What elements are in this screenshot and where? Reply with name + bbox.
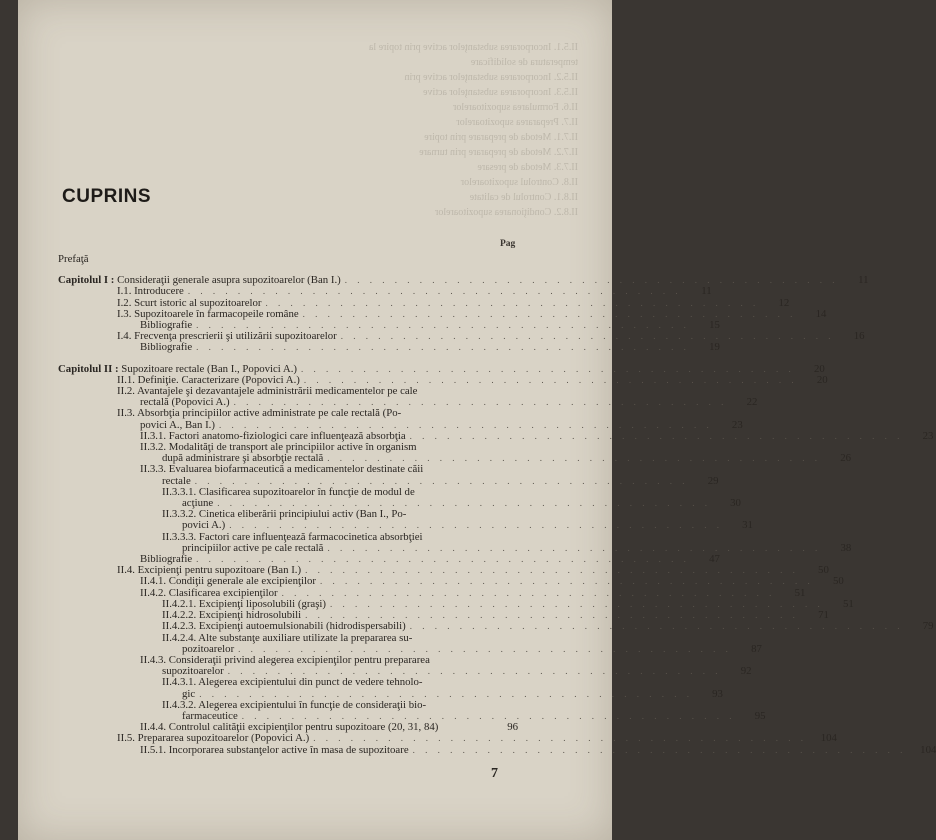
dot-leader: . . . . . . . . . . . . . . . . . . . . . . . . . . . . . . . . . . . . . . . . — [196, 554, 690, 565]
toc-entry-title: II.4.2. Clasificarea excipienţilor — [140, 586, 278, 599]
toc-entry — [58, 743, 936, 756]
toc-entry-text — [58, 254, 89, 265]
toc-entry-title: II.4.2.4. Alte substanţe auxiliare utilizate la prepararea su- — [162, 631, 413, 644]
toc-page-number: 51 — [794, 586, 806, 599]
toc-page-number: 14 — [815, 307, 827, 320]
toc-entry-title: supozitoarelor — [162, 665, 224, 678]
toc-page-number: 47 — [709, 553, 720, 566]
page-column-header: Pag — [500, 239, 516, 249]
toc-page-number: 23 — [922, 429, 934, 442]
show-through-line: II.8. Controlul supozitoarelor — [460, 177, 578, 188]
toc-entry-title: II.4.1. Condiţii generale ale excipienţilor — [140, 575, 316, 588]
toc-page-number: 92 — [740, 665, 752, 678]
show-through-line: II.5.1. Incorporarea substanţelor active prin topire la — [368, 42, 578, 53]
show-through-line: II.7.2. Metoda de preparare prin turnare — [419, 147, 578, 158]
toc-entry — [58, 254, 518, 265]
toc-page-number: 71 — [818, 609, 829, 622]
toc-entry — [58, 464, 518, 475]
show-through-line: II.7.3. Metoda de presare — [477, 162, 578, 173]
toc-entry-title: II.2. Avantajele şi dezavantajele administrării medicamentelor pe cale — [117, 385, 418, 398]
toc-entry-text — [182, 543, 323, 554]
page-number: 7 — [491, 766, 498, 781]
dot-leader: . . . . . . . . . . . . . . . . . . . . . . . . . . . . . . . . . . . . . . . . — [241, 710, 736, 721]
dot-leader: . . . . . . . . . . . . . . . . . . . . . . . . . . . . . . . . . . . . . . . . — [409, 621, 904, 632]
toc-entry-text — [58, 275, 341, 286]
toc-entry-title: principiilor active pe cale rectală — [182, 541, 324, 554]
toc-page-number: 50 — [832, 575, 844, 588]
toc-entry-title: II.4.3. Consideraţii privind alegerea excipienţilor pentru prepararea — [140, 653, 430, 666]
book-page — [18, 0, 936, 840]
dot-leader: . . . . . . . . . . . . . . . . . . . . . . . . . . . . . . . . . . . . . . . . — [313, 733, 807, 744]
page-title: CUPRINS — [62, 186, 152, 207]
dot-leader: . . . . . . . . . . . . . . . . . . . . . . . . . . . . . . . . . . . . . . . . — [281, 587, 776, 598]
toc-entry-title: II.4.2.2. Excipienţi hidrosolubili — [162, 609, 302, 622]
dot-leader: . . . . . . . . . . . . . . . . . . . . . . . . . . . . . . . . . . . . . . . . — [344, 275, 839, 286]
toc-entry-title: Consideraţii generale asupra supozitoarelor (Ban I.) — [114, 274, 341, 287]
toc-entry-title: II.4.4. Controlul calităţii excipienţilor pentru supozitoare (20, 31, 84) — [140, 721, 439, 734]
toc-entry-title: II.3. Absorbţia principiilor active administrate pe cale rectală (Po- — [117, 407, 402, 420]
chapter-label: Capitolul II : — [58, 362, 119, 375]
dot-leader: . . . . . . . . . . . . . . . . . . . . . . . . . . . . . . . . . . . . . . . . — [196, 342, 690, 353]
show-through-line: II.8.2. Condiţionarea supozitoarelor — [434, 207, 578, 218]
dot-leader: . . . . . . . . . . . . . . . . . . . . . . . . . . . . . . . . . . . . . . . . — [412, 744, 907, 755]
toc-entry-title: II.4.3.2. Alegerea excipientului în funcţie de consideraţii bio- — [162, 698, 427, 711]
toc-page-number: 22 — [746, 396, 758, 409]
toc-entry-title: II.1. Definiţie. Caracterizare (Popovici A.) — [117, 373, 300, 386]
dot-leader: . . . . . . . . . . . . . . . . . . . . . . . . . . . . . . . . . . . . . . . . — [196, 320, 690, 331]
dot-leader: . . . . . . . . . . . . . . . . . . . . . . . . . . . . . . . . . . . . . . . . — [227, 666, 722, 677]
toc-page-number: 31 — [742, 519, 753, 532]
dot-leader: . . . . . . . . . . . . . . . . . . . . . . . . . . . . . . . . . . . . . . . . — [194, 475, 689, 486]
toc-page-number: 87 — [751, 642, 762, 655]
dot-leader: . . . . . . . . . . . . . . . . . . . . . . . . . . . . . . . . . . . . . . . . — [265, 297, 760, 308]
dot-leader: . . . . . . . . . . . . . . . . . . . . . . . . . . . . . . . . . . . . . . . . — [233, 397, 728, 408]
toc-page-number: 11 — [858, 274, 869, 287]
toc-page-number: 95 — [754, 709, 766, 722]
toc-entry-text — [162, 677, 423, 688]
toc-entry-title: povici A., Ban I.) — [140, 418, 215, 431]
toc-entry-title: II.3.3.3. Factori care influenţează farmacocinetica absorbţiei — [162, 530, 423, 543]
dot-leader: . . . . . . . . . . . . . . . . . . . . . . . . . . . . . . . . . . . . . . . . — [218, 419, 713, 430]
toc-entry-title: II.4.2.3. Excipienţi autoemulsionabili (hidrodispersabili) — [162, 620, 406, 633]
toc-entry — [58, 408, 518, 419]
toc-entry — [58, 633, 518, 644]
chapter-label: Capitolul I : — [58, 274, 115, 287]
toc-page-number: 30 — [730, 497, 741, 510]
dot-leader: . . . . . . . . . . . . . . . . . . . . . . . . . . . . . . . . . . . . . . . . — [187, 286, 682, 297]
toc-entry-text — [140, 745, 409, 756]
toc-entry-title: II.3.3.1. Clasificarea supozitoarelor în funcţie de modul de — [162, 485, 415, 498]
toc-entry-title: I.2. Scurt istoric al supozitoarelor — [117, 296, 262, 309]
show-through-line: II.6. Formularea supozitoarelor — [453, 102, 578, 113]
dot-leader: . . . . . . . . . . . . . . . . . . . . . . . . . . . . . . . . . . . . . . . . — [327, 453, 822, 464]
toc-entry — [58, 330, 865, 343]
toc-page-number: 19 — [709, 341, 720, 354]
dot-leader: . . . . . . . . . . . . . . . . . . . . . . . . . . . . . . . . . . . . . . . . — [217, 498, 711, 509]
dot-leader: . . . . . . . . . . . . . . . . . . . . . . . . . . . . . . . . . . . . . . . . — [301, 363, 795, 374]
toc-entry-title: rectală (Popovici A.) — [140, 396, 230, 409]
dot-leader: . . . . . . . . . . . . . . . . . . . . . . . . . . . . . . . . . . . . . . . . — [199, 688, 693, 699]
show-through-text — [318, 40, 578, 220]
show-through-line: II.5.2. Incorporarea substanţelor active prin — [404, 72, 578, 83]
show-through-line: II.7.1. Metoda de preparare prin topire — [424, 132, 578, 143]
toc-page-number: 11 — [701, 285, 712, 298]
toc-entry-title: II.3.3.2. Cinetica eliberării principiului activ (Ban I., Po- — [162, 508, 407, 521]
toc-page-number: 38 — [840, 541, 852, 554]
table-of-contents — [58, 253, 936, 756]
show-through-line: II.7. Prepararea supozitoarelor — [456, 117, 578, 128]
toc-entry-title: II.4.3.1. Alegerea excipientului din punct de vedere tehnolo- — [162, 676, 423, 689]
toc-entry-title: acţiune — [182, 497, 214, 510]
dot-leader: . . . . . . . . . . . . . . . . . . . . . . . . . . . . . . . . . . . . . . . . — [302, 308, 797, 319]
dot-leader: . . . . . . . . . . . . . . . . . . . . . . . . . . . . . . . . . . . . . . . . — [305, 565, 799, 576]
show-through-line: II.8.1. Controlul de calitate — [469, 192, 578, 203]
dot-leader: . . . . . . . . . . . . . . . . . . . . . . . . . . . . . . . . . . . . . . . . — [303, 374, 798, 385]
toc-page-number: 104 — [920, 743, 936, 756]
toc-page-number: 79 — [922, 620, 934, 633]
toc-entry — [58, 487, 518, 498]
dot-leader: . . . . . . . . . . . . . . . . . . . . . . . . . . . . . . . . . . . . . . . . — [409, 430, 904, 441]
toc-page-number: 50 — [818, 564, 829, 577]
toc-entry-title: II.3.1. Factori anatomo-fiziologici care influenţează absorbţia — [140, 429, 406, 442]
toc-entry-title: Bibliografie — [140, 553, 193, 566]
toc-entry — [58, 341, 720, 354]
toc-entry-title: II.3.2. Modalităţi de transport ale principiilor active în organism — [140, 441, 417, 454]
show-through-line: II.5.3. Incorporarea substanţelor active — [423, 87, 578, 98]
toc-page-number: 26 — [840, 452, 852, 465]
toc-entry-title: II.5. Prepararea supozitoarelor (Popovici A.) — [117, 732, 310, 745]
toc-page-number: 96 — [507, 721, 518, 734]
dot-leader: . . . . . . . . . . . . . . . . . . . . . . . . . . . . . . . . . . . . . . . . — [330, 598, 824, 609]
toc-entry-title: II.5.1. Incorporarea substanţelor active în masa de supozitoare — [140, 743, 409, 756]
toc-page-number: 12 — [778, 296, 790, 309]
toc-entry — [58, 509, 518, 520]
toc-entry-title: după administrare şi absorbţie rectală — [162, 452, 324, 465]
toc-entry-title: povici A.) — [182, 519, 226, 532]
toc-entry-title: II.4. Excipienţi pentru supozitoare (Ban I.) — [117, 564, 302, 577]
toc-entry — [58, 541, 852, 554]
toc-entry — [58, 575, 844, 588]
toc-entry — [58, 655, 518, 666]
toc-page-number: 15 — [709, 319, 720, 332]
toc-entry-text — [140, 342, 192, 353]
dot-leader: . . . . . . . . . . . . . . . . . . . . . . . . . . . . . . . . . . . . . . . . — [340, 331, 835, 342]
dot-leader: . . . . . . . . . . . . . . . . . . . . . . . . . . . . . . . . . . . . . . . . — [327, 542, 822, 553]
toc-page-number: 23 — [731, 418, 743, 431]
toc-entry-title: I.4. Frecvenţa prescrierii şi utilizării supozitoarelor — [117, 330, 337, 343]
toc-entry-title: II.3.3. Evaluarea biofarmaceutică a medicamentelor destinate căii — [140, 463, 424, 476]
toc-page-number: 29 — [707, 474, 719, 487]
toc-entry-title: rectale — [162, 474, 191, 487]
toc-entry-title: pozitoarelor — [182, 642, 235, 655]
toc-entry — [58, 700, 518, 711]
toc-entry — [58, 386, 518, 397]
toc-entry-title: II.4.2.1. Excipienţi liposolubili (graşi) — [162, 597, 327, 610]
dot-leader: . . . . . . . . . . . . . . . . . . . . . . . . . . . . . . . . . . . . . . . . — [320, 576, 814, 587]
toc-page-number: 51 — [842, 597, 854, 610]
toc-page-number: 20 — [813, 362, 825, 375]
toc-entry — [58, 677, 518, 688]
toc-entry-title: I.3. Supozitoarele în farmacopeile române — [117, 307, 299, 320]
toc-entry-title: Bibliografie — [140, 319, 193, 332]
show-through-line: temperatura de solidificare — [470, 57, 578, 68]
dot-leader: . . . . . . . . . . . . . . . . . . . . . . . . . . . . . . . . . . . . . . . . — [229, 520, 723, 531]
toc-page-number: 93 — [712, 687, 723, 700]
toc-entry-title: I.1. Introducere — [117, 285, 184, 298]
toc-entry-title: Bibliografie — [140, 341, 193, 354]
toc-entry-title: Prefaţă — [58, 253, 89, 265]
toc-entry-title: gic — [182, 687, 196, 700]
toc-entry — [58, 307, 827, 320]
toc-entry-title: Supozitoare rectale (Ban I., Popovici A.) — [118, 362, 298, 375]
toc-page-number: 104 — [820, 732, 837, 745]
dot-leader: . . . . . . . . . . . . . . . . . . . . . . . . . . . . . . . . . . . . . . . . — [305, 610, 799, 621]
toc-entry-title: farmaceutice — [182, 709, 238, 722]
dot-leader: . . . . . . . . . . . . . . . . . . . . . . . . . . . . . . . . . . . . . . . . — [238, 643, 732, 654]
toc-page-number: 16 — [853, 330, 865, 343]
toc-page-number: 20 — [816, 373, 828, 386]
